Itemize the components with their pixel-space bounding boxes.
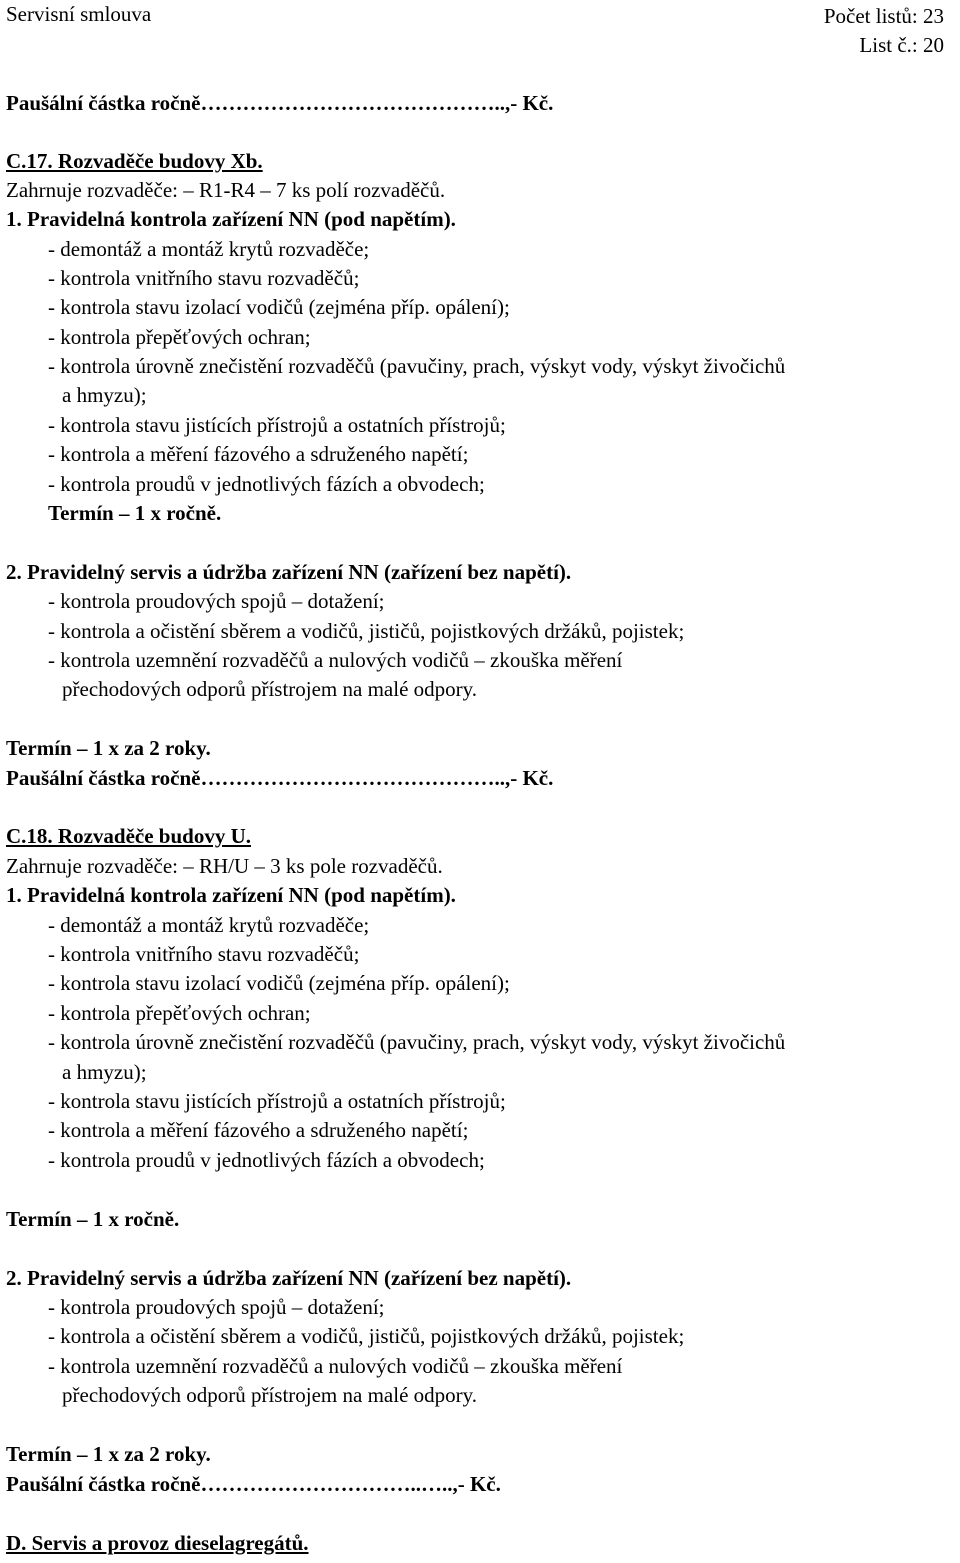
section-heading-c17: C.17. Rozvaděče budovy Xb.	[6, 149, 263, 173]
sheet-count: Počet listů: 23	[823, 4, 944, 28]
list-item: - kontrola stavu jistících přístrojů a ostatních přístrojů;	[48, 1089, 506, 1113]
c18-part1-title: 1. Pravidelná kontrola zařízení NN (pod napětím).	[6, 883, 456, 907]
list-item: - demontáž a montáž krytů rozvaděče;	[48, 237, 370, 261]
list-item: - kontrola úrovně znečistění rozvaděčů (pavučiny, prach, výskyt vody, výskyt živočichů	[48, 354, 786, 378]
c17-part1-term: Termín – 1 x ročně.	[48, 501, 222, 525]
list-item: - kontrola a měření fázového a sdruženého napětí;	[48, 442, 469, 466]
list-item: - kontrola přepěťových ochran;	[48, 325, 311, 349]
c17-part2-term: Termín – 1 x za 2 roky.	[6, 736, 211, 760]
list-item: - kontrola uzemnění rozvaděčů a nulových vodičů – zkouška měření	[48, 648, 623, 672]
list-item: - kontrola vnitřního stavu rozvaděčů;	[48, 942, 360, 966]
lump-sum-c18: Paušální částka ročně…………………………..…..,- Kč.	[6, 1472, 501, 1496]
lump-sum-c16: Paušální částka ročně……………………………………..,- Kč.	[6, 91, 554, 115]
sheet-number: List č.: 20	[859, 33, 944, 57]
c18-includes: Zahrnuje rozvaděče: – RH/U – 3 ks pole rozvaděčů.	[6, 854, 443, 878]
list-item: - kontrola proudů v jednotlivých fázích a obvodech;	[48, 1148, 485, 1172]
list-item: - kontrola stavu izolací vodičů (zejména příp. opálení);	[48, 971, 510, 995]
section-heading-d: D. Servis a provoz dieselagregátů.	[6, 1531, 309, 1555]
sheet-info	[824, 2, 944, 60]
c18-part2-term: Termín – 1 x za 2 roky.	[6, 1442, 211, 1466]
c18-part2-title: 2. Pravidelný servis a údržba zařízení NN (zařízení bez napětí).	[6, 1266, 572, 1290]
list-item: - kontrola proudů v jednotlivých fázích a obvodech;	[48, 472, 485, 496]
list-item: - kontrola a očistění sběrem a vodičů, jističů, pojistkových držáků, pojistek;	[48, 619, 685, 643]
list-item: - kontrola a očistění sběrem a vodičů, jističů, pojistkových držáků, pojistek;	[48, 1324, 685, 1348]
list-item: - kontrola stavu jistících přístrojů a ostatních přístrojů;	[48, 413, 506, 437]
list-item: - kontrola stavu izolací vodičů (zejména příp. opálení);	[48, 295, 510, 319]
list-item: - kontrola proudových spojů – dotažení;	[48, 1295, 385, 1319]
list-item: - kontrola uzemnění rozvaděčů a nulových vodičů – zkouška měření	[48, 1354, 623, 1378]
list-item: a hmyzu);	[62, 383, 147, 407]
list-item: - kontrola vnitřního stavu rozvaděčů;	[48, 266, 360, 290]
list-item: - demontáž a montáž krytů rozvaděče;	[48, 913, 370, 937]
list-item: přechodových odporů přístrojem na malé odpory.	[62, 677, 478, 701]
c18-part1-term: Termín – 1 x ročně.	[6, 1207, 180, 1231]
lump-sum-c17: Paušální částka ročně……………………………………..,- Kč.	[6, 766, 554, 790]
c17-part2-title: 2. Pravidelný servis a údržba zařízení NN (zařízení bez napětí).	[6, 560, 572, 584]
document-title: Servisní smlouva	[6, 2, 152, 26]
list-item: - kontrola úrovně znečistění rozvaděčů (pavučiny, prach, výskyt vody, výskyt živočichů	[48, 1030, 786, 1054]
list-item: a hmyzu);	[62, 1060, 147, 1084]
c17-part1-title: 1. Pravidelná kontrola zařízení NN (pod napětím).	[6, 207, 456, 231]
list-item: přechodových odporů přístrojem na malé odpory.	[62, 1383, 478, 1407]
list-item: - kontrola proudových spojů – dotažení;	[48, 589, 385, 613]
section-heading-c18: C.18. Rozvaděče budovy U.	[6, 824, 251, 848]
c17-includes: Zahrnuje rozvaděče: – R1-R4 – 7 ks polí rozvaděčů.	[6, 178, 446, 202]
list-item: - kontrola přepěťových ochran;	[48, 1001, 311, 1025]
list-item: - kontrola a měření fázového a sdruženého napětí;	[48, 1118, 469, 1142]
